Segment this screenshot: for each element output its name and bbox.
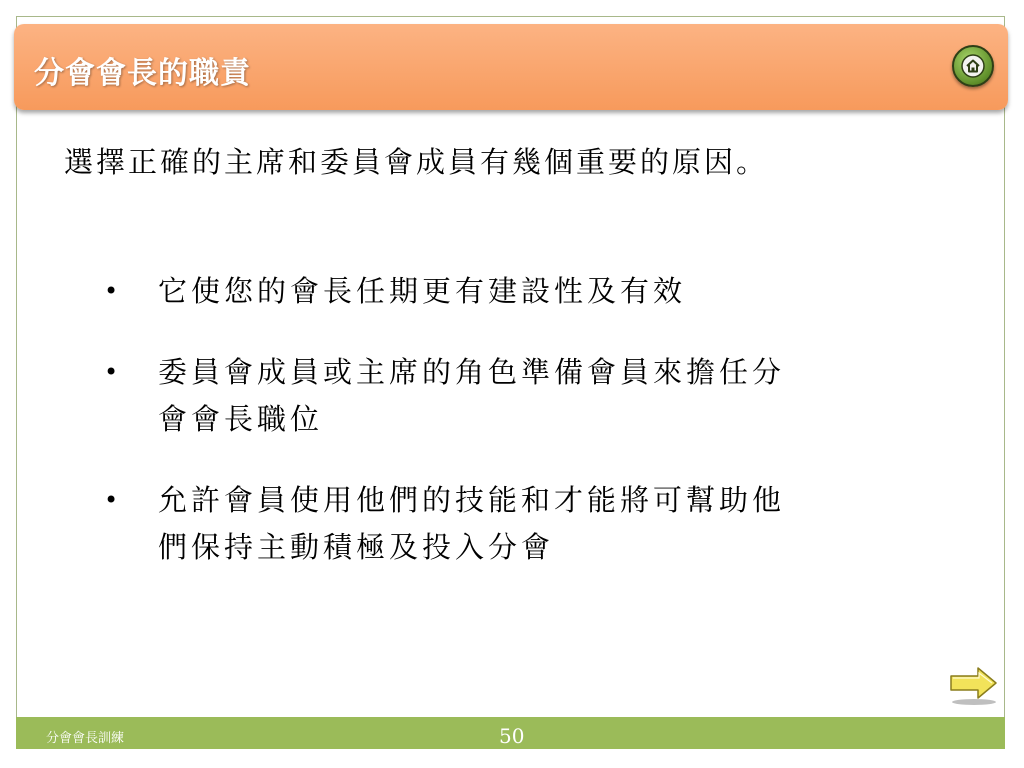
home-icon bbox=[961, 54, 985, 78]
page-number: 50 bbox=[499, 724, 525, 748]
footer-title: 分會會長訓練 bbox=[46, 731, 125, 746]
intro-text: 選擇正確的主席和委員會成員有幾個重要的原因。 bbox=[64, 145, 769, 179]
bullet-line: 允許會員使用他們的技能和才能將可幫助他 bbox=[158, 483, 786, 517]
bullet-line: 會會長職位 bbox=[158, 402, 324, 436]
bullet-line: 們保持主動積極及投入分會 bbox=[158, 530, 555, 564]
bullet-list bbox=[100, 268, 930, 605]
list-item bbox=[100, 477, 930, 571]
bullet-icon: • bbox=[104, 358, 123, 386]
list-item bbox=[100, 349, 930, 443]
bullet-icon: • bbox=[104, 486, 123, 514]
list-item bbox=[100, 268, 930, 315]
bullet-line: 它使您的會長任期更有建設性及有效 bbox=[158, 274, 687, 308]
bullet-icon: • bbox=[104, 277, 123, 305]
slide-title: 分會會長的職責 bbox=[34, 56, 251, 91]
next-button[interactable] bbox=[948, 664, 1000, 706]
home-button[interactable] bbox=[952, 45, 994, 87]
next-arrow-icon bbox=[948, 664, 1000, 706]
bullet-line: 委員會成員或主席的角色準備會員來擔任分 bbox=[158, 355, 786, 389]
